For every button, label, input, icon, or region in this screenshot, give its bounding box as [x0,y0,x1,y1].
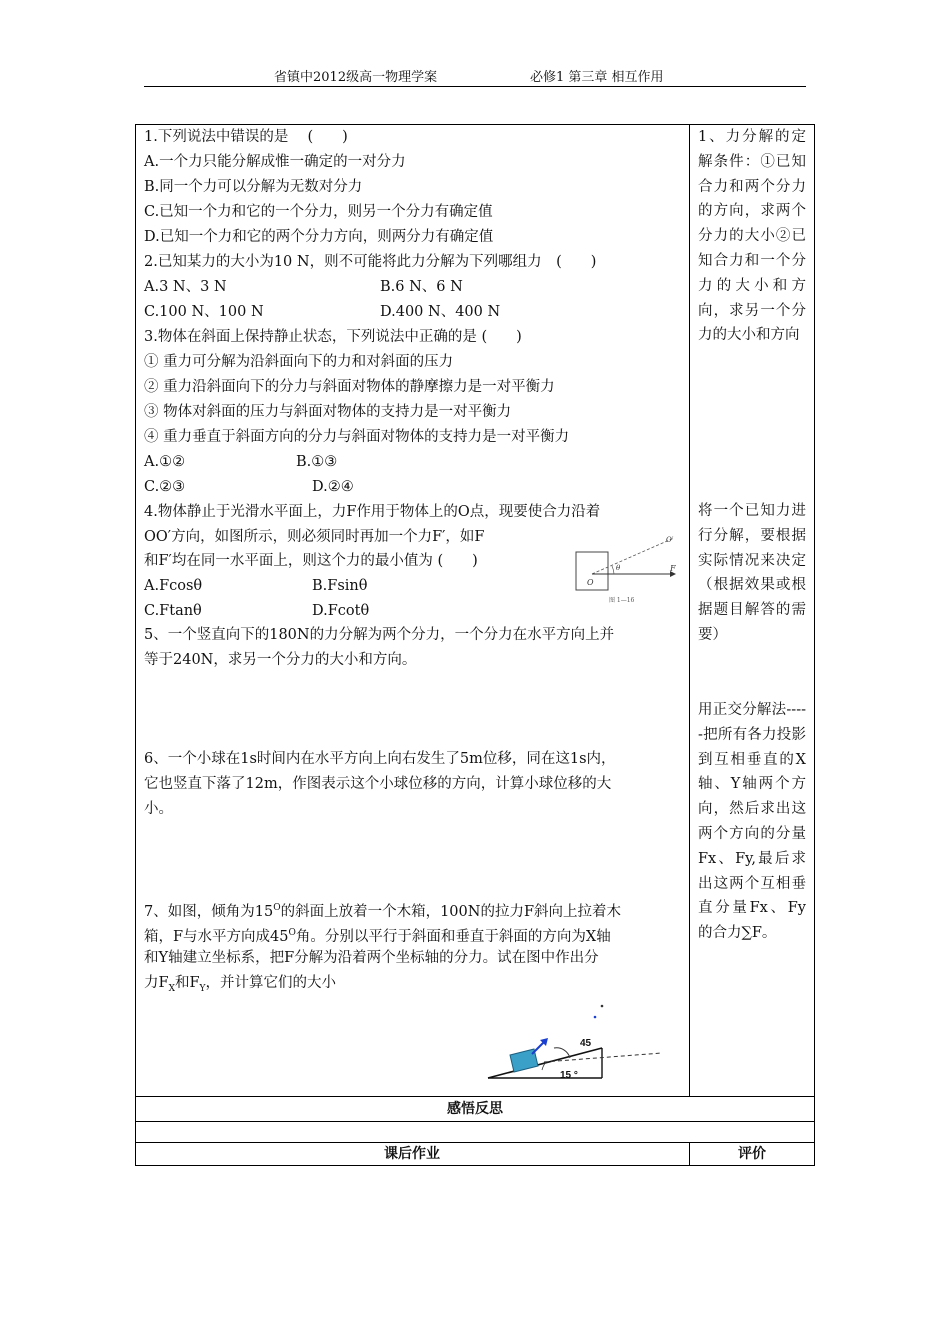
q4-line-3: 和F′均在同一水平面上，则这个力的最小值为 ( ) [144,553,478,569]
reflection-heading: 感悟反思 [447,1101,503,1117]
q1-option-b: B.同一个力可以分解为无数对分力 [144,179,363,195]
evaluation-heading: 评价 [738,1146,766,1162]
dot-mark [601,1005,604,1008]
q3-option-b: B.①③ [296,454,338,470]
q4-line-1: 4.物体静止于光滑水平面上，力F作用于物体上的O点，现要使合力沿着 [144,504,601,520]
q3-stem: 3.物体在斜面上保持静止状态，下列说法中正确的是 ( ) [144,329,522,345]
q6-line-3: 小。 [144,801,173,817]
column-divider [689,124,690,1096]
q2-option-b: B.6 N、6 N [380,279,463,295]
figure-caption: 图 1—16 [609,597,635,604]
horizontal-reference [544,1053,662,1062]
q6-line-2: 它也竖直下落了12m，作图表示这个小球位移的方向，计算小球位移的大 [144,776,612,792]
q1-option-c: C.已知一个力和它的一个分力，则另一个分力有确定值 [144,204,493,220]
q2-stem: 2.已知某力的大小为10 N，则不可能将此力分解为下列哪组力 ( ) [144,254,597,270]
angle-45-label: 45 [580,1038,592,1049]
homework-heading: 课后作业 [384,1146,440,1162]
label-o-prime: O′ [666,536,674,544]
q3-statement-4: ④ 重力垂直于斜面方向的分力与斜面对物体的支持力是一对平衡力 [144,429,570,445]
q4-force-diagram [574,528,684,608]
dot-mark [594,1016,597,1019]
q4-option-b: B.Fsinθ [312,578,368,594]
q3-statement-1: ① 重力可分解为沿斜面向下的力和对斜面的压力 [144,354,454,370]
q3-option-c: C.②③ [144,479,186,495]
q7-line-1: 7、如图，倾角为$15^O$的斜面上放着一个木箱，100N的拉力F斜向上拉着木 [144,903,622,920]
q1-option-a: A.一个力只能分解成惟一确定的一对分力 [144,154,406,170]
theta-arc [612,566,614,574]
q7-line-4: 力$F_X$和$F_Y$，并计算它们的大小 [144,975,336,994]
q2-option-a: A.3 N、3 N [144,279,227,295]
q3-statement-2: ② 重力沿斜面向下的分力与斜面对物体的静摩擦力是一对平衡力 [144,379,555,395]
q7-line-3: 和Y轴建立坐标系，把F分解为沿着两个坐标轴的分力。试在图中作出分 [144,950,599,966]
q4-option-a: A.Fcosθ [144,578,203,594]
header-left: 省镇中2012级高一物理学案 [274,70,438,85]
angle-15-label: 15 ° [560,1070,578,1081]
page-header [144,66,806,87]
label-o: O [587,578,594,587]
row-divider [135,1096,815,1097]
q6-line-1: 6、一个小球在1s时间内在水平方向上向右发生了5m位移，同在这1s内， [144,751,616,767]
label-f: F [670,564,676,573]
q1-option-d: D.已知一个力和它的两个分力方向，则两分力有确定值 [144,229,494,245]
row-divider [135,1121,815,1122]
header-right: 必修1 第三章 相互作用 [530,70,664,85]
q1-stem: 1.下列说法中错误的是 ( ) [144,129,348,145]
q5-line-2: 等于240N，求另一个分力的大小和方向。 [144,652,417,668]
q4-option-c: C.Ftanθ [144,603,202,619]
side-note-1: 1、力分解的定解条件：①已知合力和两个分力的方向，求两个分力的大小②已知合力和一个分力的大小和方向，求另一个分力的大小和方向 [698,129,806,344]
q4-line-2: OO′方向，如图所示，则必须同时再加一个力F′，如F [144,529,485,545]
side-note-3: 用正交分解法-----把所有各力投影到互相垂直的X轴、Y轴两个方向，然后求出这两个方向的分量Fx、Fy,最后求出这两个互相垂直分量Fx、Fy的合力∑F。 [698,702,806,942]
side-note-2: 将一个已知力进行分解，要根据实际情况来决定（根据效果或根据题目解答的需要） [698,503,806,643]
label-theta: θ [616,564,621,572]
q3-option-a: A.①② [144,454,186,470]
q2-option-c: C.100 N、100 N [144,304,264,320]
q4-option-d: D.Fcotθ [312,603,370,619]
q3-option-d: D.②④ [312,479,354,495]
q3-statement-3: ③ 物体对斜面的压力与斜面对物体的支持力是一对平衡力 [144,404,512,420]
q2-option-d: D.400 N、400 N [380,304,501,320]
oo-prime-line [592,538,674,574]
q5-line-1: 5、一个竖直向下的180N的力分解为两个分力，一个分力在水平方向上并 [144,627,615,643]
q7-line-2: 箱，F与水平方向成$45^O$角。分别以平行于斜面和垂直于斜面的方向为X轴 [144,928,611,945]
q7-incline-diagram [484,1000,664,1082]
